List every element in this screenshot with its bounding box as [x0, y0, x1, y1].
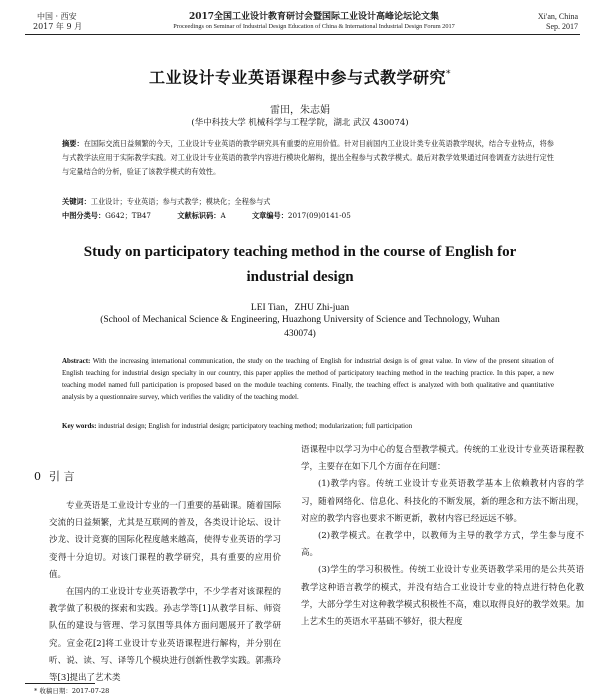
header-proceedings-en: Proceedings on Seminar of Industrial Design Education of China & International Industrial Design Forum 2017	[173, 23, 455, 30]
paper-title-cn-text: 工业设计专业英语课程中参与式教学研究	[148, 68, 446, 87]
doc-code-label: 文献标识码：	[177, 211, 221, 220]
abstract-en	[62, 355, 554, 403]
keywords-cn-label: 关键词：	[62, 197, 91, 206]
keywords-cn-text: 工业设计；专业英语；参与式教学；模块化；全程参与式	[90, 197, 271, 206]
footnote-rule	[25, 683, 95, 684]
paper-title-cn	[0, 65, 600, 88]
abstract-cn	[62, 137, 554, 179]
header-location: 中国 · 西安	[37, 12, 77, 21]
footnote-received-date: * 收稿日期：2017-07-28	[34, 687, 110, 695]
article-id-label: 文章编号：	[251, 211, 288, 220]
header-date-en: Sep. 2017	[546, 22, 578, 31]
running-header-center	[104, 12, 524, 32]
section-number: 0	[34, 470, 41, 483]
keywords-en-text: industrial design; English for industrial design; participatory teaching method; modularization; full participation	[98, 422, 413, 430]
abstract-en-label: Abstract:	[62, 357, 91, 365]
section-heading-introduction	[34, 468, 75, 484]
running-header-left	[33, 12, 82, 32]
affiliation-cn: (华中科技大学 机械科学与工程学院，湖北 武汉 430074)	[191, 118, 409, 128]
keywords-cn	[62, 195, 554, 209]
header-rule	[25, 34, 580, 35]
header-proceedings-cn: 2017全国工业设计教育研讨会暨国际工业设计高峰论坛论文集	[188, 12, 440, 22]
keywords-en	[62, 421, 562, 432]
running-header-right	[520, 12, 578, 32]
body-paragraph: 语课程中以学习为中心的复合型教学模式。传统的工业设计专业英语课程教学，主要存在如下几个方面存在问题：	[301, 445, 584, 473]
body-paragraph: (3)学生的学习积极性。传统工业设计专业英语教学采用的是公共英语教学这种语言教学的模式，并没有结合工业设计专业的特点进行特色化教学，大部分学生对这种教学模式积极性不高，难以取得良好的教学效果。加上艺术生的英语水平基础不够好，很大程度	[301, 565, 584, 628]
body-paragraph: 专业英语是工业设计专业的一门重要的基础课。随着国际交流的日益频繁，尤其是互联网的普及，各类设计论坛、设计沙龙、设计竞赛的国际化程度越来越高，使得专业英语的学习变得十分迫切。对该门课程的教学研究，具有重要的应用价值。	[49, 501, 281, 580]
abstract-cn-text: 在国际交流日益频繁的今天，工业设计专业英语的教学研究具有重要的应用价值。针对目前国内工业设计类专业英语教学现状，结合专业特点，将参与式教学法应用于实际教学实践。对工业设计专业英语的教学内容进行模块化解构，提出全程参与式教学模式。最后对教学效果通过问卷调查方法进行定性与定量结合的分析，验证了该教学模式的有效性。	[62, 139, 554, 176]
body-paragraph: (2)教学模式。在教学中，以教师为主导的教学方式，学生参与度不高。	[301, 531, 584, 559]
header-location-en: Xi'an, China	[537, 12, 578, 21]
header-date: 2017 年 9 月	[33, 22, 83, 31]
body-paragraph: 在国内的工业设计专业英语教学中，不少学者对该课程的教学做了积极的探索和实践。孙志学等[1]从教学目标、师资队伍的建设与管理、学习氛围等具体方面问题展开了教学研究。宣金花[2]将工业设计专业英语课程进行解构，并分别在听、说、读、写、译等几个模块进行创新性教学实践。郭燕玲等[3]提出了艺术类	[49, 587, 281, 684]
article-id: 2017(09)0141-05	[287, 211, 351, 220]
body-right-column	[301, 442, 584, 631]
keywords-en-label: Key words:	[62, 422, 97, 430]
abstract-cn-label: 摘要：	[62, 139, 84, 148]
clc-number: G642；TB47	[105, 211, 152, 220]
affiliation-en: (School of Mechanical Science & Engineering, Huazhong University of Science and Technology, Wuhan 430074)	[100, 315, 500, 339]
paper-title-en: Study on participatory teaching method in the course of English for industrial design	[83, 244, 517, 285]
title-footnote-mark: *	[446, 69, 451, 80]
body-paragraph: (1)教学内容。传统工业设计专业英语教学基本上依赖教材内容的学习，随着网络化、信息化、科技化的不断发展，新的理念和方法不断出现，对应的教学内容也要求不断更新，教材内容已经远远不够。	[301, 479, 584, 524]
body-left-column	[49, 498, 281, 687]
authors-en: LEI Tian，ZHU Zhi-juan	[250, 303, 350, 313]
doc-code: A	[220, 211, 226, 220]
authors-cn: 雷田，朱志娟	[270, 105, 330, 116]
clc-label: 中图分类号：	[62, 211, 106, 220]
section-title: 引 言	[49, 470, 75, 483]
classification-cn	[62, 209, 554, 223]
abstract-en-text: With the increasing international communication, the study on the teaching of English for industrial design is of great value. In view of the present situation of English teaching for industrial design specialty in our country, this paper applies the method of participatory teaching method in the teaching practice. In this paper, a new teaching model named full participation is proposed based on the module teaching contents. Finally, the teaching effect is analyzed with both qualitative and quantitative analysis by a questionnaire survey, which verifies the validity of the teaching model.	[62, 357, 554, 401]
